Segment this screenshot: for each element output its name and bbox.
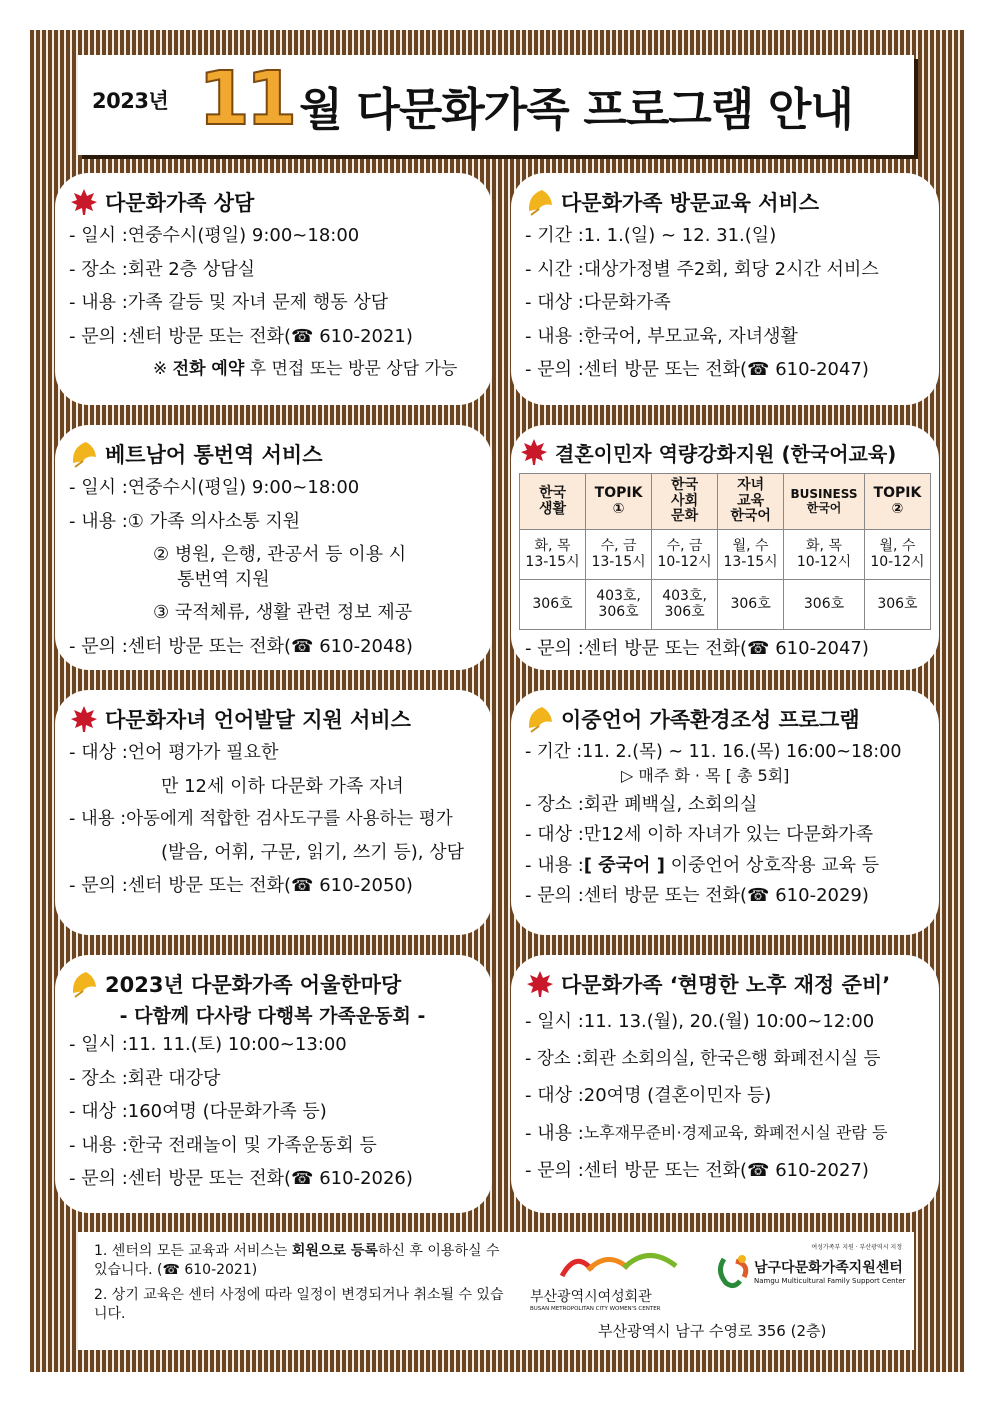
bilingual-row: - 문의 : 센터 방문 또는 전화(☎ 610-2029) [525,885,869,907]
namgu-center-logo-mark-icon [714,1251,754,1291]
card-bilingual [511,690,939,935]
table-cell: 306호 [784,580,865,630]
lang-item: 만 12세 이하 다문화 가족 자녀 [161,775,404,797]
ginkgo-leaf-icon [525,704,555,734]
womens-center-logo-mark-icon [558,1246,708,1282]
lang-row: - 내용 : 아동에게 적합한 검사도구를 사용하는 평가 [69,809,453,829]
festival-row: - 문의 : 센터 방문 또는 전화(☎ 610-2026) [69,1168,413,1189]
table-header: BUSINESS 한국어 [784,474,865,530]
interp-row: - 문의 : 센터 방문 또는 전화(☎ 610-2048) [69,635,413,657]
counsel-row: - 장소 : 회관 2층 상담실 [69,258,256,280]
interp-item: 통번역 지원 [177,568,270,590]
table-cell: 화, 목 13-15시 [520,530,586,580]
finance-row: - 장소 : 회관 소회의실, 한국은행 화폐전시실 등 [525,1048,881,1069]
card-visit [511,173,939,405]
namgu-center-name-en: Namgu Multicultural Family Support Center [754,1277,906,1285]
table-cell: 화, 목 10-12시 [784,530,865,580]
footer [78,1232,914,1350]
ginkgo-leaf-icon [525,187,555,217]
visit-row: - 시간 : 대상가정별 주2회, 회당 2시간 서비스 [525,258,879,280]
lang-row: - 문의 : 센터 방문 또는 전화(☎ 610-2050) [69,875,413,897]
table-cell: 403호, 306호 [652,580,718,630]
table-cell: 403호, 306호 [586,580,652,630]
interp-row: - 일시 : 연중수시(평일) 9:00~18:00 [69,477,360,498]
card-festival-title: 2023년 다문화가족 어울한마당 [69,969,476,999]
finance-row: - 내용 : 노후재무준비·경제교육, 화폐전시실 관람 등 [525,1122,888,1144]
maple-leaf-icon [69,187,99,217]
center-address: 부산광역시 남구 수영로 356 (2층) [598,1322,827,1340]
festival-row: - 장소 : 회관 대강당 [69,1067,221,1089]
ginkgo-leaf-icon [69,969,99,999]
card-finance-title: 다문화가족 ‘현명한 노후 재정 준비’ [525,969,923,999]
table-cell: 306호 [520,580,586,630]
finance-row: - 문의 : 센터 방문 또는 전화(☎ 610-2027) [525,1160,869,1182]
card-counsel [55,173,492,405]
interp-item: ③ 국적체류, 생활 관련 정보 제공 [153,602,413,623]
maple-leaf-icon [525,969,555,999]
bilingual-row: - 장소 : 회관 폐백실, 소회의실 [525,793,758,815]
page-title: 월 다문화가족 프로그램 안내 [299,82,853,136]
korean-contact: - 문의 : 센터 방문 또는 전화(☎ 610-2047) [525,638,869,659]
card-festival [55,955,492,1213]
table-cell: 수, 금 10-12시 [652,530,718,580]
table-header: TOPIK ① [586,474,652,530]
lang-row: - 대상 : 언어 평가가 필요한 [69,742,279,763]
visit-row: - 문의 : 센터 방문 또는 전화(☎ 610-2047) [525,359,869,380]
bilingual-row: - 내용 : [ 중국어 ] 이중언어 상호작용 교육 등 [525,854,880,876]
counsel-row: - 문의 : 센터 방문 또는 전화(☎ 610-2021) [69,325,413,347]
bilingual-row: - 기간 : 11. 2.(목) ~ 11. 16.(목) 16:00~18:00 [525,742,902,762]
counsel-row: - 일시 : 연중수시(평일) 9:00~18:00 [69,225,360,246]
card-finance [511,955,939,1213]
womens-center-name-en: BUSAN METROPOLITAN CITY WOMEN'S CENTER [530,1306,661,1312]
finance-row: - 일시 : 11. 13.(월), 20.(월) 10:00~12:00 [525,1011,875,1032]
card-language-development [55,690,492,935]
table-header: TOPIK ② [864,474,930,530]
footer-note-1: 1. 센터의 모든 교육과 서비스는 회원으로 등록하신 후 이용하실 수 있습니다. (☎ 610-2021) [94,1243,500,1278]
maple-leaf-icon [519,437,549,467]
table-header: 자녀 교육 한국어 [718,474,784,530]
table-cell: 306호 [718,580,784,630]
lang-item: (발음, 어휘, 구문, 읽기, 쓰기 등), 상담 [161,841,465,863]
namgu-center-sponsor: 여성가족부 지원 · 부산광역시 지정 [811,1244,902,1251]
card-korean-education [511,425,939,670]
title-banner [78,55,914,155]
footer-note-2: 2. 상기 교육은 센터 사정에 따라 일정이 변경되거나 취소될 수 있습니다. [94,1286,504,1322]
interp-item: ② 병원, 은행, 관공서 등 이용 시 [153,544,407,565]
visit-row: - 기간 : 1. 1.(일) ~ 12. 31.(일) [525,225,777,246]
festival-row: - 일시 : 11. 11.(토) 10:00~13:00 [69,1034,347,1055]
counsel-note: ※ 전화 예약 후 면접 또는 방문 상담 가능 [153,359,458,379]
womens-center-logo [530,1246,700,1312]
footer-notes [94,1242,504,1324]
title-month: 11 [198,56,294,142]
festival-row: - 내용 : 한국 전래놀이 및 가족운동회 등 [69,1134,377,1156]
interp-row: - 내용 : ① 가족 의사소통 지원 [69,510,301,532]
card-lang-title: 다문화자녀 언어발달 지원 서비스 [69,704,476,734]
table-cell: 수, 금 13-15시 [586,530,652,580]
maple-leaf-icon [69,704,99,734]
card-visit-title: 다문화가족 방문교육 서비스 [525,187,923,217]
visit-row: - 대상 : 다문화가족 [525,292,671,313]
title-year: 2023년 [92,89,169,113]
visit-row: - 내용 : 한국어, 부모교육, 자녀생활 [525,325,798,347]
card-korean-title: 결혼이민자 역량강화지원 (한국어교육) [519,437,931,467]
festival-row: - 대상 : 160여명 (다문화가족 등) [69,1101,327,1122]
card-bilingual-title: 이중언어 가족환경조성 프로그램 [525,704,923,734]
card-interp-title: 베트남어 통번역 서비스 [69,439,476,469]
namgu-center-name: 남구다문화가족지원센터 [754,1260,903,1276]
counsel-row: - 내용 : 가족 갈등 및 자녀 문제 행동 상담 [69,292,389,313]
finance-row: - 대상 : 20여명 (결혼이민자 등) [525,1085,772,1107]
card-interpretation [55,425,492,670]
card-counsel-title: 다문화가족 상담 [69,187,476,217]
bilingual-row: - 대상 : 만12세 이하 자녀가 있는 다문화가족 [525,824,874,846]
korean-schedule-table [519,473,931,630]
table-cell: 월, 수 13-15시 [718,530,784,580]
festival-subtitle: - 다함께 다사랑 다행복 가족운동회 - [119,1005,426,1027]
bilingual-item: ▷ 매주 화 · 목 [ 총 5회] [621,765,790,785]
table-cell: 306호 [864,580,930,630]
ginkgo-leaf-icon [69,439,99,469]
table-cell: 월, 수 10-12시 [864,530,930,580]
table-header: 한국 생활 [520,474,586,530]
namgu-center-logo [714,1242,914,1291]
table-header: 한국 사회 문화 [652,474,718,530]
womens-center-name: 부산광역시여성회관 [530,1289,652,1305]
